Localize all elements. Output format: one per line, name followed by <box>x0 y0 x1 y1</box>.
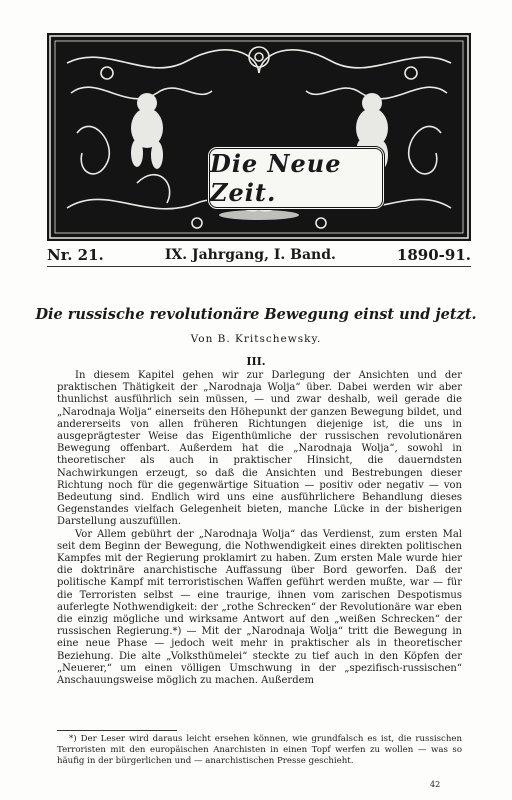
article-byline: Von B. Kritschewsky. <box>190 333 322 345</box>
footnote-divider <box>57 730 177 731</box>
masthead-banner <box>47 33 471 241</box>
paragraph: Vor Allem gebührt der „Narodnaja Wolja“ das Verdienst, zum ersten Mal seit dem Beginn der Bewegung, die Nothwendigkeit eines direkten politischen Kampfes mit der Regierung proklamirt zu haben. Zum ersten Male wurde hier die doktrinäre anarchistische Auffassung über Bord geworfen. Daß der politische Kampf mit terroristischen Waffen geführt werden mußte, war — für die Terroristen selbst — eine traurige, ihnen vom zarischen Despotismus auferlegte Nothwendigkeit: der „rothe Schrecken“ der Revolutionäre war eben die einzig mögliche und wirksame Antwort auf den „weißen Schrecken“ der russischen Regierung.*) — Mit der „Narodnaja Wolja“ tritt die Bewegung in eine neue Phase — jedoch weit mehr in praktischer als in theoretischer Beziehung. Die alte „Volksthümelei“ steckte zu tief auch in den Köpfen der „Neuerer,“ um einen völligen Umschwung in der „spezifisch-russischen“ Anschauungsweise möglich zu machen. Außerdem <box>57 528 462 687</box>
journal-title: Die Neue Zeit. <box>210 149 342 207</box>
article-body <box>57 370 462 687</box>
page-number: 42 <box>430 780 441 789</box>
footnote <box>57 734 462 767</box>
article-title: Die russische revolutionäre Bewegung einst und jetzt. <box>35 306 477 323</box>
footnote-text: *) Der Leser wird daraus leicht ersehen können, wie grundfalsch es ist, die russischen Terroristen mit den europäischen Anarchisten in einen Topf werfen zu wollen — was so häufig in der bürgerlichen und — anarchistischen Presse geschieht. <box>57 734 462 766</box>
paragraph: In diesem Kapitel gehen wir zur Darlegung der Ansichten und der praktischen Thätigkeit der „Narodnaja Wolja“ über. Dabei werden wir aber thunlichst ausführlich sein müssen, — und zwar deshalb, weil gerade die „Narodnaja Wolja“ einerseits den Höhepunkt der ganzen Bewegung bildet, und andererseits von allen früheren Richtungen diejenige ist, die uns in ausgeprägtester Weise das Eigenthümliche der russischen revolutionären Bewegung offenbart. Außerdem hat die „Narodnaja Wolja“, sowohl in theoretischer als auch in praktischer Hinsicht, die dauerndsten Nachwirkungen erzeugt, so daß die Ansichten und Bestrebungen dieser Richtung noch für die gegenwärtige Situation — positiv oder negativ — von Bedeutung sind. Endlich wird uns eine ausführlichere Behandlung dieses Gegenstandes vielfach Gelegenheit bieten, manche Lücke in der bisherigen Darstellung auszufüllen. <box>57 370 462 528</box>
issue-line <box>47 244 471 267</box>
section-number: III. <box>246 355 266 368</box>
issue-volume: IX. Jahrgang, I. Band. <box>164 247 336 263</box>
issue-number: Nr. 21. <box>47 246 104 264</box>
title-cartouche <box>207 146 385 210</box>
issue-years: 1890-91. <box>396 246 471 264</box>
